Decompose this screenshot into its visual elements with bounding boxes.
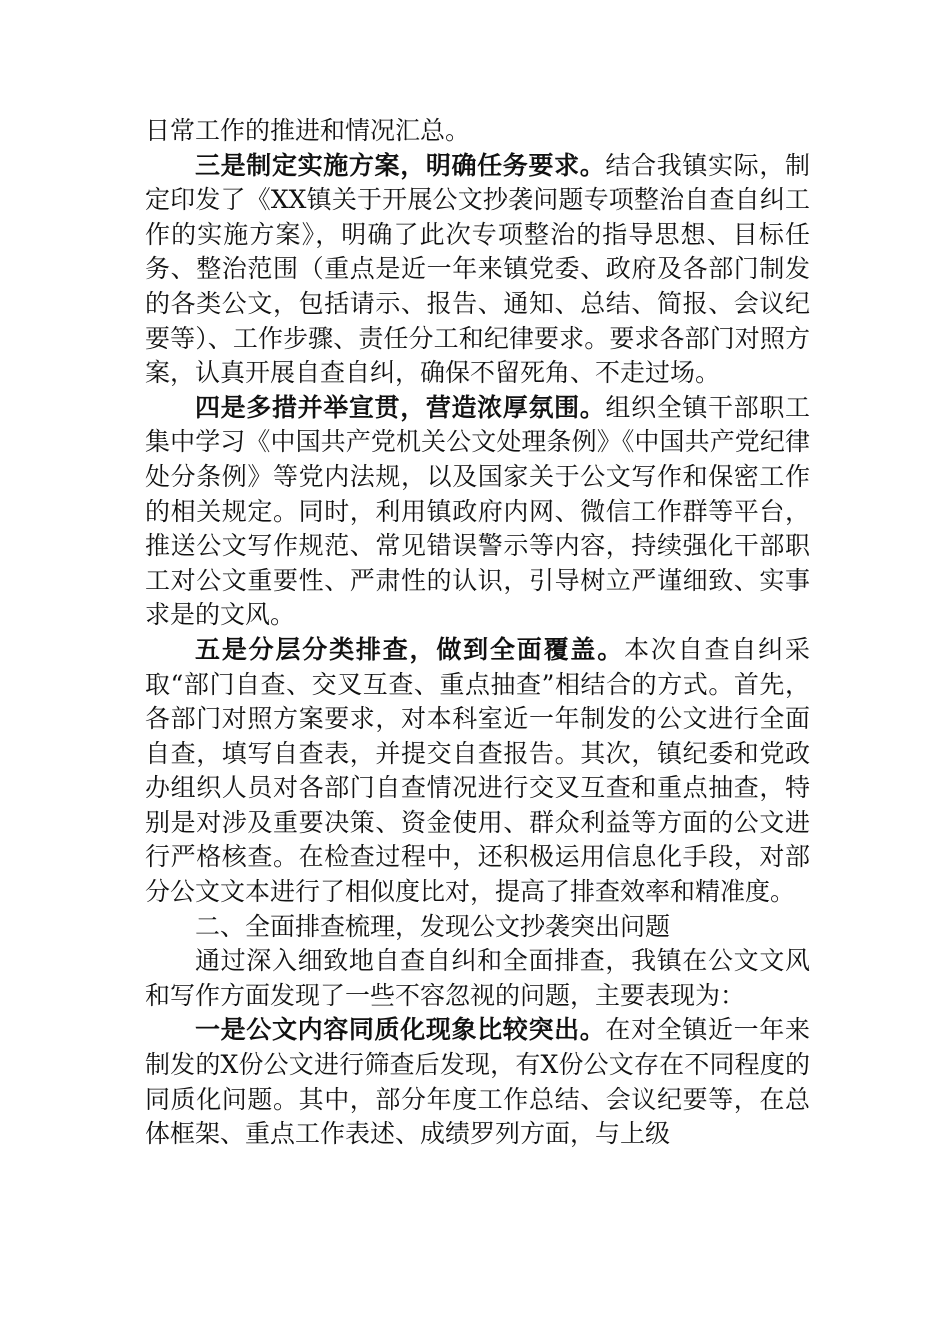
paragraph-four: [145, 391, 810, 633]
paragraph-text: 本次自查自纠采取“部门自查、交叉互查、重点抽查”相结合的方式。首先，各部门对照方案要求，对本科室近一年制发的公文进行全面自查，填写自查表，并提交自查报告。其次，镇纪委和党政办组织人员对各部门自查情况进行交叉互查和重点抽查，特别是对涉及重要决策、资金使用、群众利益等方面的公文进行严格核查。在检查过程中，还积极运用信息化手段，对部分公文文本进行了相似度比对，提高了排查效率和精准度。: [145, 634, 810, 907]
paragraph-three: [145, 149, 810, 391]
paragraph-continuation: [145, 114, 810, 149]
paragraph-text: 通过深入细致地自查自纠和全面排查，我镇在公文文风和写作方面发现了一些不容忽视的问题，主要表现为：: [145, 946, 810, 1010]
paragraph-lead: 三是制定实施方案，明确任务要求。: [195, 150, 606, 180]
paragraph-text: 组织全镇干部职工集中学习《中国共产党机关公文处理条例》《中国共产党纪律处分条例》等党内法规，以及国家关于公文写作和保密工作的相关规定。同时，利用镇政府内网、微信工作群等平台，推送公文写作规范、常见错误警示等内容，持续强化干部职工对公文重要性、严肃性的认识，引导树立严谨细致、实事求是的文风。: [145, 392, 810, 630]
paragraph-text: 结合我镇实际，制定印发了《XX镇关于开展公文抄袭问题专项整治自查自纠工作的实施方案》，明确了此次专项整治的指导思想、目标任务、整治范围（重点是近一年来镇党委、政府及各部门制发的各类公文，包括请示、报告、通知、总结、简报、会议纪要等）、工作步骤、责任分工和纪律要求。要求各部门对照方案，认真开展自查自纠，确保不留死角、不走过场。: [145, 150, 810, 388]
paragraph-intro: [145, 944, 810, 1013]
paragraph-lead: 五是分层分类排查，做到全面覆盖。: [195, 634, 625, 664]
paragraph-lead: 四是多措并举宣贯，营造浓厚氛围。: [195, 392, 606, 422]
paragraph-five: [145, 633, 810, 910]
paragraph-one: [145, 1013, 810, 1151]
paragraph-lead: 一是公文内容同质化现象比较突出。: [195, 1015, 606, 1045]
paragraph-text: 在对全镇近一年来制发的X份公文进行筛查后发现，有X份公文存在不同程度的同质化问题。其中，部分年度工作总结、会议纪要等，在总体框架、重点工作表述、成绩罗列方面，与上级: [145, 1015, 810, 1149]
paragraph-text: 日常工作的推进和情况汇总。: [145, 116, 471, 145]
document-body: [145, 114, 810, 1152]
section-heading: 二、全面排查梳理，发现公文抄袭突出问题: [195, 911, 671, 941]
